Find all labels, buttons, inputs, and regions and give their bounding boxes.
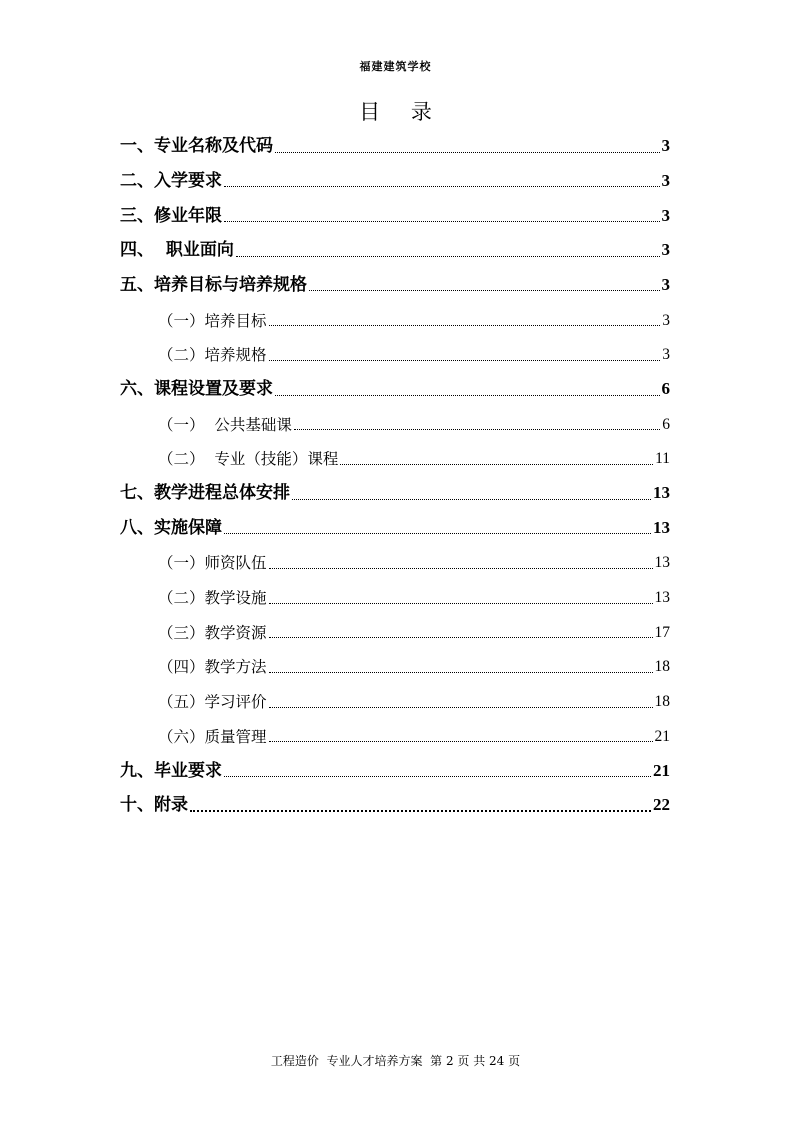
toc-entry-page-number: 3 — [661, 240, 670, 260]
toc-entry-label: 八、实施保障 — [120, 517, 222, 538]
toc-entry-page-number: 3 — [661, 170, 670, 190]
toc-entry-label: （二） 专业（技能）课程 — [158, 450, 339, 469]
toc-entry-label: 九、毕业要求 — [120, 760, 222, 781]
toc-entry-page-number: 13 — [654, 589, 670, 607]
toc-entry[interactable] — [120, 300, 670, 335]
toc-entry[interactable] — [120, 786, 670, 821]
toc-dot-leader — [269, 637, 653, 638]
toc-dot-leader — [269, 672, 653, 673]
toc-dot-leader — [292, 499, 651, 500]
toc-entry-label: （一）师资队伍 — [158, 554, 267, 573]
toc-dot-leader — [294, 429, 660, 430]
toc-entry-page-number: 3 — [662, 346, 670, 364]
toc-dot-leader — [269, 360, 661, 361]
toc-dot-leader — [309, 290, 660, 291]
toc-entry[interactable] — [120, 682, 670, 717]
toc-entry[interactable] — [120, 335, 670, 370]
toc-entry-label: 一、专业名称及代码 — [120, 136, 273, 157]
toc-dot-leader — [269, 603, 653, 604]
toc-entry[interactable] — [120, 751, 670, 786]
toc-entry-label: （三）教学资源 — [158, 623, 267, 642]
toc-entry[interactable] — [120, 266, 670, 301]
toc-dot-leader — [190, 810, 651, 812]
toc-entry-page-number: 13 — [653, 483, 670, 503]
toc-entry[interactable] — [120, 578, 670, 613]
table-of-contents — [120, 127, 670, 821]
toc-entry-page-number: 3 — [661, 136, 670, 156]
toc-entry[interactable] — [120, 405, 670, 440]
toc-entry[interactable] — [120, 196, 670, 231]
toc-entry-label: 二、入学要求 — [120, 170, 222, 191]
toc-entry-page-number: 13 — [654, 554, 670, 572]
toc-entry-page-number: 6 — [662, 415, 670, 433]
toc-entry[interactable] — [120, 370, 670, 405]
toc-entry-label: 三、修业年限 — [120, 205, 222, 226]
toc-entry-label: （四）教学方法 — [158, 658, 267, 677]
toc-dot-leader — [269, 741, 653, 742]
toc-entry-page-number: 22 — [653, 795, 670, 815]
toc-entry-label: （二）培养规格 — [158, 346, 267, 365]
toc-entry[interactable] — [120, 162, 670, 197]
toc-dot-leader — [224, 533, 651, 534]
toc-dot-leader — [269, 707, 653, 708]
toc-entry-label: （六）质量管理 — [158, 727, 267, 746]
toc-entry[interactable] — [120, 613, 670, 648]
toc-entry-label: （五）学习评价 — [158, 693, 267, 712]
toc-entry-label: 四、 职业面向 — [120, 240, 234, 261]
toc-entry[interactable] — [120, 439, 670, 474]
toc-dot-leader — [269, 325, 661, 326]
toc-entry[interactable] — [120, 231, 670, 266]
toc-entry-label: （一） 公共基础课 — [158, 415, 292, 434]
toc-dot-leader — [340, 464, 653, 465]
toc-entry-label: （一）培养目标 — [158, 311, 267, 330]
page-header: 福建建筑学校 — [359, 60, 432, 73]
toc-dot-leader — [224, 186, 660, 187]
toc-entry-page-number: 21 — [654, 727, 670, 745]
toc-entry[interactable] — [120, 127, 670, 162]
toc-entry-page-number: 11 — [655, 450, 670, 468]
toc-entry-page-number: 18 — [654, 658, 670, 676]
toc-entry[interactable] — [120, 543, 670, 578]
toc-entry[interactable] — [120, 647, 670, 682]
toc-dot-leader — [269, 568, 653, 569]
toc-entry-page-number: 3 — [661, 205, 670, 225]
toc-entry-label: 六、课程设置及要求 — [120, 379, 273, 400]
toc-entry-page-number: 21 — [653, 760, 670, 780]
toc-entry-page-number: 6 — [661, 379, 670, 399]
page-title: 目 录 — [359, 100, 444, 124]
toc-dot-leader — [224, 221, 660, 222]
toc-entry[interactable] — [120, 509, 670, 544]
toc-entry-page-number: 18 — [654, 693, 670, 711]
toc-entry-label: 十、附录 — [120, 795, 188, 816]
toc-entry-label: （二）教学设施 — [158, 589, 267, 608]
toc-entry[interactable] — [120, 474, 670, 509]
page-footer: 工程造价 专业人才培养方案 第 2 页 共 24 页 — [270, 1054, 521, 1068]
toc-entry-page-number: 17 — [654, 623, 670, 641]
toc-entry-page-number: 3 — [662, 311, 670, 329]
toc-entry-page-number: 3 — [661, 275, 670, 295]
toc-dot-leader — [224, 776, 651, 777]
toc-dot-leader — [275, 395, 660, 396]
toc-entry-label: 五、培养目标与培养规格 — [120, 275, 307, 296]
toc-entry-page-number: 13 — [653, 517, 670, 537]
toc-entry-label: 七、教学进程总体安排 — [120, 483, 290, 504]
toc-dot-leader — [236, 256, 660, 257]
toc-entry[interactable] — [120, 717, 670, 752]
toc-dot-leader — [275, 152, 660, 153]
